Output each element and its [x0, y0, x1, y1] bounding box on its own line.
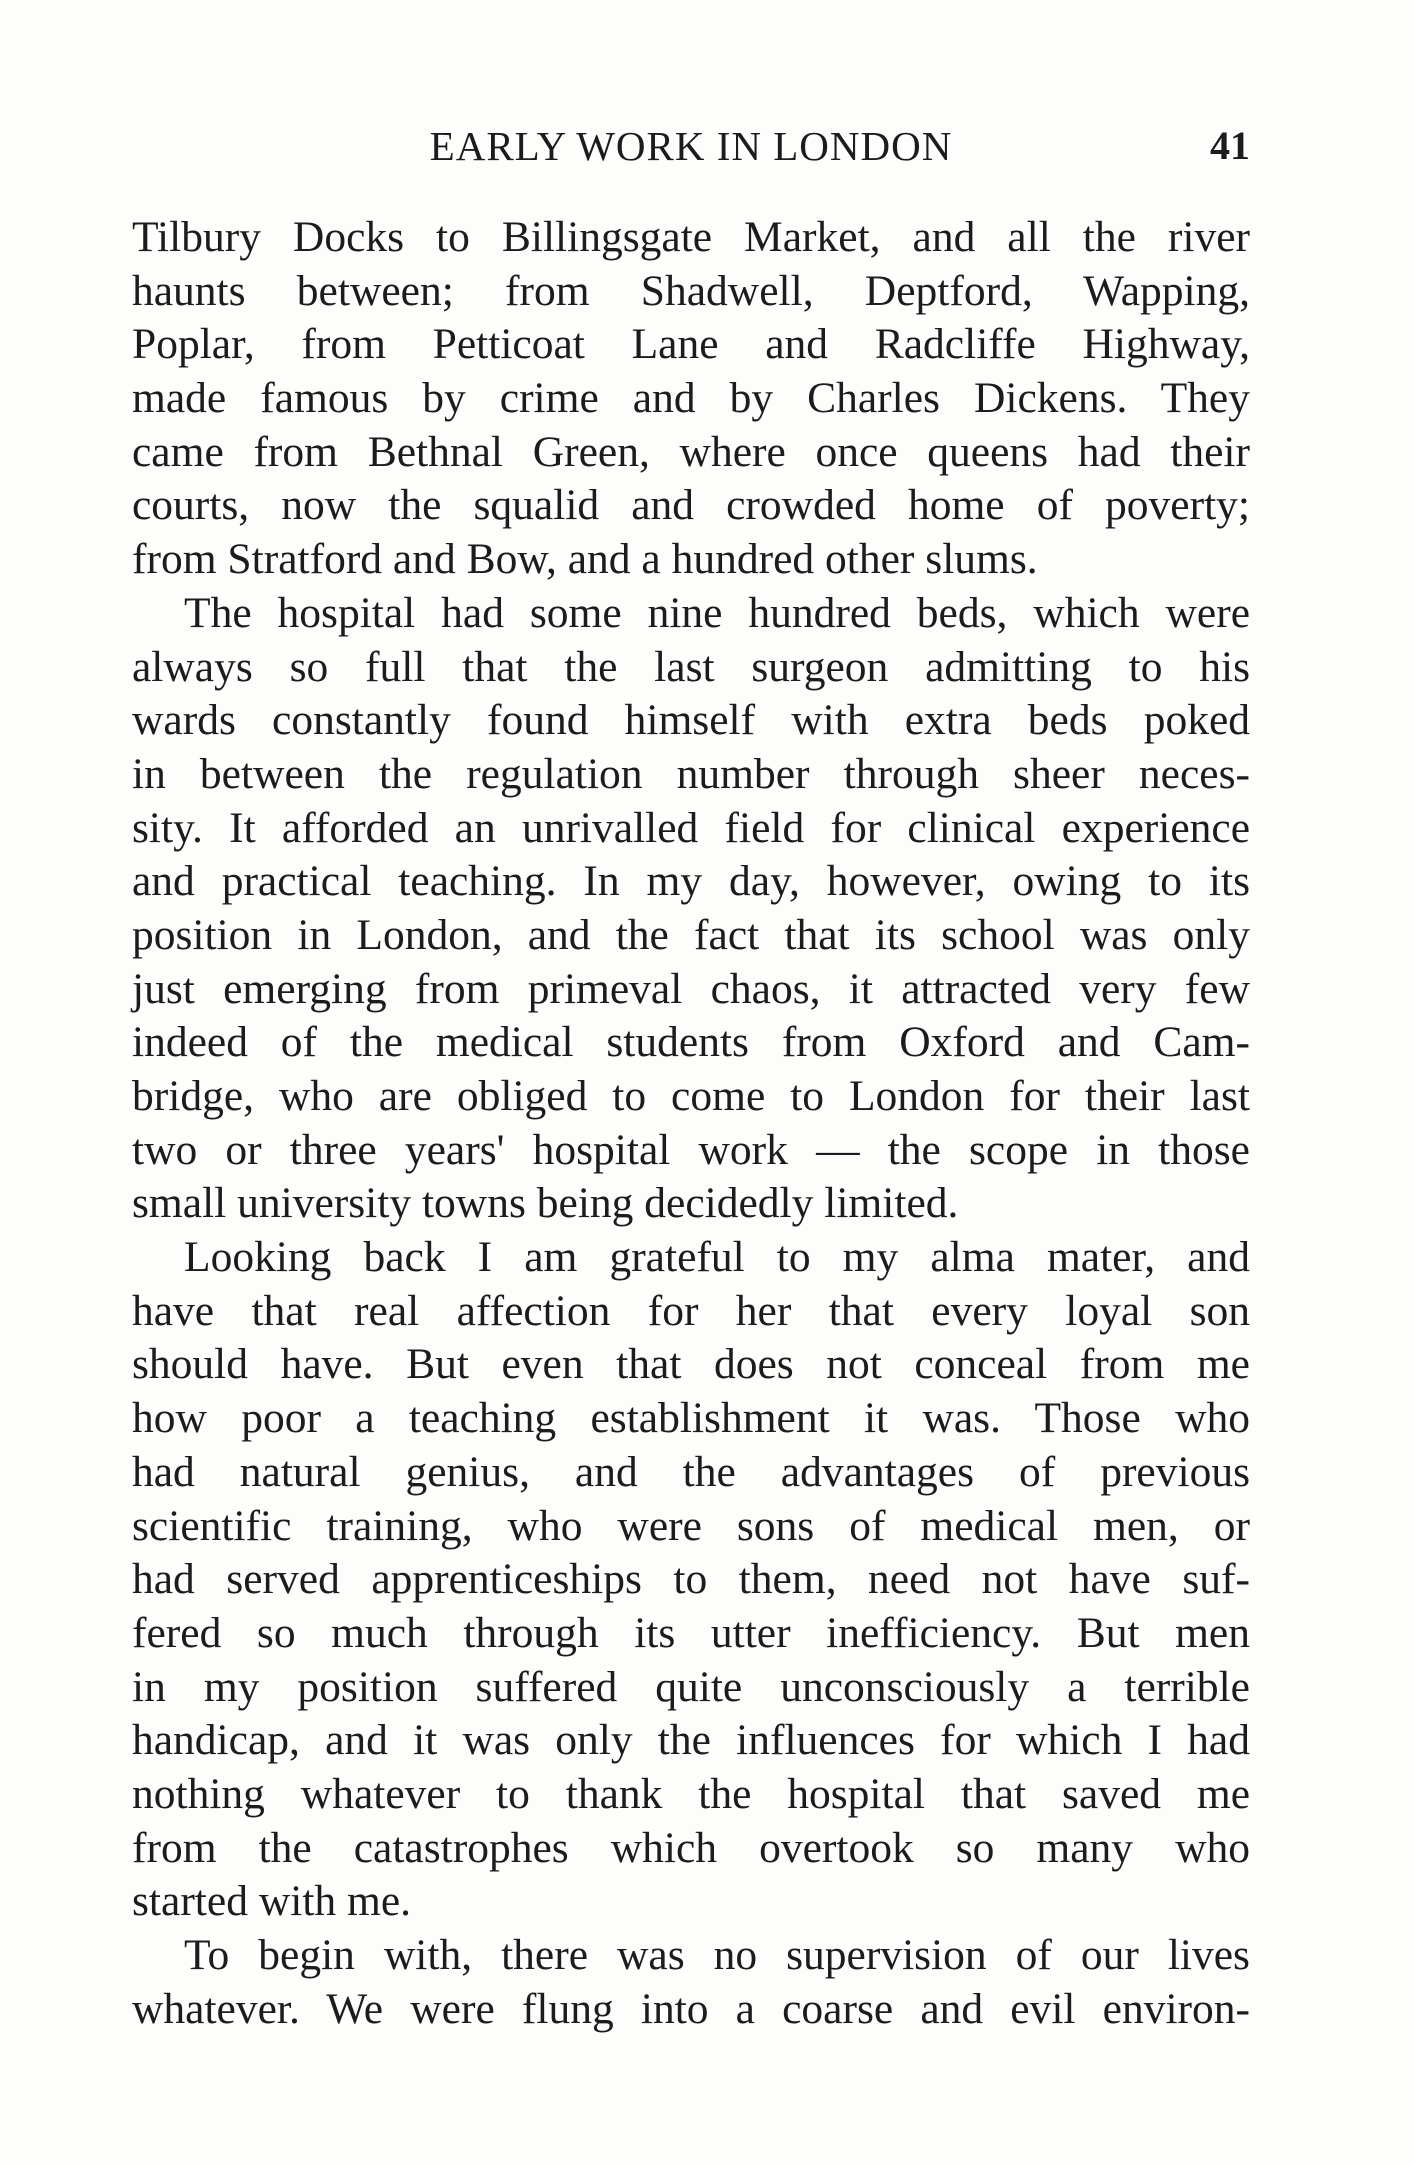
- text-line: small university towns being decidedly limited.: [132, 1179, 959, 1228]
- text-line: courts, now the squalid and crowded home of poverty;: [132, 481, 1250, 530]
- text-line: indeed of the medical students from Oxford and Cam-: [132, 1018, 1250, 1067]
- page-header: [132, 118, 1250, 174]
- text-line: whatever. We were flung into a coarse and evil environ-: [132, 1984, 1250, 2033]
- text-line: from the catastrophes which overtook so many who: [132, 1823, 1250, 1872]
- text-line: Poplar, from Petticoat Lane and Radcliffe Highway,: [132, 320, 1250, 369]
- text-line: two or three years' hospital work — the scope in those: [132, 1125, 1250, 1174]
- text-line: in my position suffered quite unconsciously a terrible: [132, 1662, 1250, 1711]
- text-line: bridge, who are obliged to come to London for their last: [132, 1072, 1250, 1120]
- text-line: fered so much through its utter inefficiency. But men: [132, 1608, 1250, 1657]
- text-line: came from Bethnal Green, where once queens had their: [132, 427, 1250, 476]
- text-line: started with me.: [132, 1877, 412, 1926]
- text-line: Tilbury Docks to Billingsgate Market, and all the river: [132, 213, 1250, 261]
- text-line: from Stratford and Bow, and a hundred other slums.: [132, 535, 1038, 584]
- text-line: in between the regulation number through sheer neces-: [132, 749, 1250, 798]
- text-line: made famous by crime and by Charles Dickens. They: [132, 374, 1250, 423]
- text-line: position in London, and the fact that its school was only: [132, 910, 1250, 959]
- text-line: had natural genius, and the advantages of previous: [132, 1447, 1250, 1496]
- text-line: handicap, and it was only the influences for which I had: [132, 1716, 1250, 1765]
- text-line: nothing whatever to thank the hospital that saved me: [132, 1769, 1250, 1818]
- text-line: and practical teaching. In my day, however, owing to its: [132, 857, 1250, 906]
- text-line: wards constantly found himself with extra beds poked: [132, 696, 1250, 745]
- text-line: scientific training, who were sons of medical men, or: [132, 1501, 1250, 1550]
- text-line: have that real affection for her that every loyal son: [132, 1286, 1250, 1335]
- text-line: just emerging from primeval chaos, it attracted very few: [132, 964, 1250, 1013]
- text-line: had served apprenticeships to them, need not have suf-: [132, 1555, 1250, 1604]
- text-line: sity. It afforded an unrivalled field for clinical experience: [132, 803, 1250, 852]
- text-line: Looking back I am grateful to my alma mater, and: [184, 1233, 1250, 1282]
- body-text: [132, 211, 1250, 2036]
- text-line: always so full that the last surgeon admitting to his: [132, 642, 1250, 691]
- text-line: The hospital had some nine hundred beds, which were: [184, 588, 1250, 637]
- text-line: haunts between; from Shadwell, Deptford, Wapping,: [132, 266, 1250, 315]
- text-line: To begin with, there was no supervision of our lives: [184, 1931, 1250, 1979]
- page-number: 41: [1210, 123, 1250, 168]
- running-head: EARLY WORK IN LONDON: [429, 123, 953, 169]
- text-line: should have. But even that does not conceal from me: [132, 1340, 1250, 1389]
- text-line: how poor a teaching establishment it was. Those who: [132, 1394, 1250, 1443]
